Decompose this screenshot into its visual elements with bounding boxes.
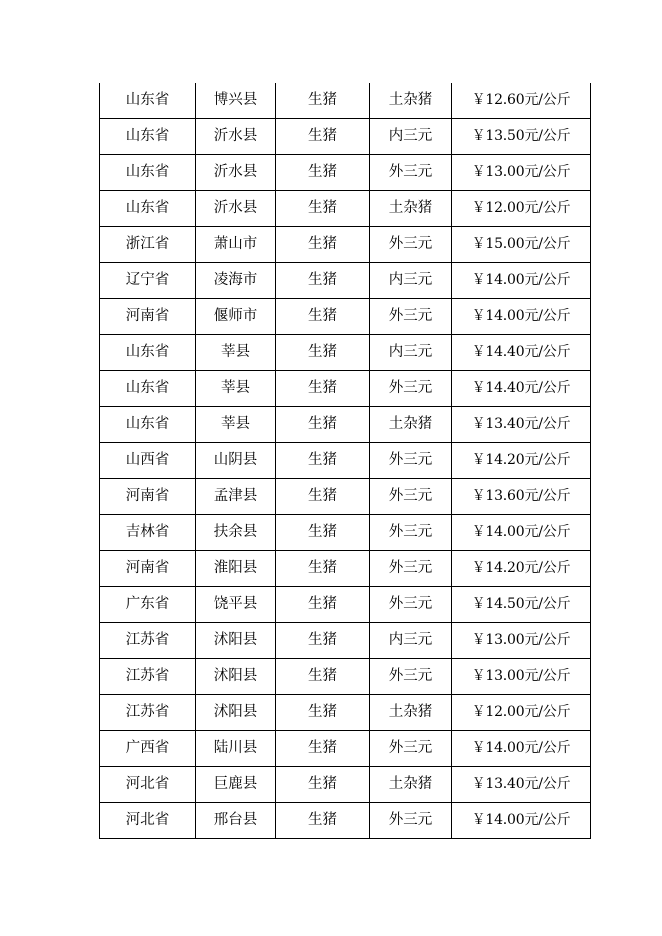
category-cell: 生猪 [276, 83, 370, 118]
table-row [100, 514, 591, 550]
table-row [100, 658, 591, 694]
province-cell: 山东省 [100, 83, 196, 118]
province-cell: 河南省 [100, 478, 196, 514]
province-cell: 河南省 [100, 550, 196, 586]
county-cell: 沂水县 [196, 190, 276, 226]
table-row [100, 118, 591, 154]
province-cell: 江苏省 [100, 658, 196, 694]
county-cell: 巨鹿县 [196, 766, 276, 802]
category-cell: 生猪 [276, 118, 370, 154]
county-cell: 萧山市 [196, 226, 276, 262]
category-cell: 生猪 [276, 802, 370, 838]
category-cell: 生猪 [276, 334, 370, 370]
table-row [100, 262, 591, 298]
province-cell: 江苏省 [100, 694, 196, 730]
type-cell: 外三元 [370, 658, 452, 694]
county-cell: 邢台县 [196, 802, 276, 838]
type-cell: 外三元 [370, 154, 452, 190]
type-cell: 内三元 [370, 622, 452, 658]
type-cell: 外三元 [370, 730, 452, 766]
province-cell: 河北省 [100, 766, 196, 802]
table-row [100, 334, 591, 370]
table-row [100, 802, 591, 838]
price-cell: ￥14.20元/公斤 [452, 442, 591, 478]
category-cell: 生猪 [276, 730, 370, 766]
price-cell: ￥14.00元/公斤 [452, 730, 591, 766]
county-cell: 沂水县 [196, 154, 276, 190]
table-row [100, 190, 591, 226]
price-cell: ￥12.00元/公斤 [452, 190, 591, 226]
price-cell: ￥13.00元/公斤 [452, 622, 591, 658]
province-cell: 山东省 [100, 190, 196, 226]
county-cell: 莘县 [196, 370, 276, 406]
type-cell: 外三元 [370, 478, 452, 514]
type-cell: 外三元 [370, 586, 452, 622]
type-cell: 外三元 [370, 550, 452, 586]
type-cell: 内三元 [370, 334, 452, 370]
county-cell: 偃师市 [196, 298, 276, 334]
county-cell: 山阴县 [196, 442, 276, 478]
price-table-body [100, 83, 591, 838]
price-cell: ￥14.50元/公斤 [452, 586, 591, 622]
type-cell: 外三元 [370, 298, 452, 334]
price-cell: ￥12.60元/公斤 [452, 83, 591, 118]
price-cell: ￥14.00元/公斤 [452, 514, 591, 550]
category-cell: 生猪 [276, 190, 370, 226]
category-cell: 生猪 [276, 766, 370, 802]
type-cell: 内三元 [370, 262, 452, 298]
province-cell: 浙江省 [100, 226, 196, 262]
type-cell: 土杂猪 [370, 83, 452, 118]
category-cell: 生猪 [276, 370, 370, 406]
county-cell: 扶余县 [196, 514, 276, 550]
type-cell: 外三元 [370, 442, 452, 478]
table-row [100, 730, 591, 766]
table-row [100, 622, 591, 658]
province-cell: 山西省 [100, 442, 196, 478]
table-row [100, 154, 591, 190]
table-row [100, 586, 591, 622]
price-cell: ￥14.00元/公斤 [452, 298, 591, 334]
province-cell: 辽宁省 [100, 262, 196, 298]
type-cell: 土杂猪 [370, 406, 452, 442]
province-cell: 山东省 [100, 334, 196, 370]
county-cell: 莘县 [196, 334, 276, 370]
price-cell: ￥13.40元/公斤 [452, 766, 591, 802]
table-row [100, 550, 591, 586]
province-cell: 江苏省 [100, 622, 196, 658]
category-cell: 生猪 [276, 550, 370, 586]
county-cell: 陆川县 [196, 730, 276, 766]
province-cell: 广西省 [100, 730, 196, 766]
category-cell: 生猪 [276, 622, 370, 658]
price-cell: ￥14.00元/公斤 [452, 802, 591, 838]
province-cell: 广东省 [100, 586, 196, 622]
type-cell: 外三元 [370, 802, 452, 838]
province-cell: 河北省 [100, 802, 196, 838]
table-row [100, 298, 591, 334]
category-cell: 生猪 [276, 514, 370, 550]
price-cell: ￥14.20元/公斤 [452, 550, 591, 586]
county-cell: 沭阳县 [196, 694, 276, 730]
table-row [100, 226, 591, 262]
price-cell: ￥13.40元/公斤 [452, 406, 591, 442]
category-cell: 生猪 [276, 442, 370, 478]
category-cell: 生猪 [276, 586, 370, 622]
county-cell: 莘县 [196, 406, 276, 442]
county-cell: 博兴县 [196, 83, 276, 118]
price-cell: ￥13.60元/公斤 [452, 478, 591, 514]
price-cell: ￥13.00元/公斤 [452, 154, 591, 190]
category-cell: 生猪 [276, 298, 370, 334]
table-row [100, 406, 591, 442]
category-cell: 生猪 [276, 694, 370, 730]
county-cell: 饶平县 [196, 586, 276, 622]
table-row [100, 766, 591, 802]
price-cell: ￥13.00元/公斤 [452, 658, 591, 694]
category-cell: 生猪 [276, 658, 370, 694]
county-cell: 孟津县 [196, 478, 276, 514]
table-row [100, 370, 591, 406]
price-cell: ￥14.00元/公斤 [452, 262, 591, 298]
province-cell: 河南省 [100, 298, 196, 334]
province-cell: 山东省 [100, 406, 196, 442]
table-row [100, 478, 591, 514]
table-row [100, 83, 591, 118]
price-cell: ￥14.40元/公斤 [452, 370, 591, 406]
type-cell: 外三元 [370, 370, 452, 406]
province-cell: 山东省 [100, 154, 196, 190]
county-cell: 沂水县 [196, 118, 276, 154]
province-cell: 吉林省 [100, 514, 196, 550]
category-cell: 生猪 [276, 226, 370, 262]
price-cell: ￥15.00元/公斤 [452, 226, 591, 262]
category-cell: 生猪 [276, 478, 370, 514]
county-cell: 沭阳县 [196, 622, 276, 658]
category-cell: 生猪 [276, 262, 370, 298]
type-cell: 土杂猪 [370, 190, 452, 226]
category-cell: 生猪 [276, 406, 370, 442]
price-cell: ￥14.40元/公斤 [452, 334, 591, 370]
type-cell: 内三元 [370, 118, 452, 154]
price-cell: ￥12.00元/公斤 [452, 694, 591, 730]
county-cell: 凌海市 [196, 262, 276, 298]
type-cell: 外三元 [370, 514, 452, 550]
province-cell: 山东省 [100, 118, 196, 154]
province-cell: 山东省 [100, 370, 196, 406]
type-cell: 外三元 [370, 226, 452, 262]
type-cell: 土杂猪 [370, 694, 452, 730]
table-row [100, 694, 591, 730]
price-table [99, 83, 591, 839]
category-cell: 生猪 [276, 154, 370, 190]
county-cell: 淮阳县 [196, 550, 276, 586]
price-cell: ￥13.50元/公斤 [452, 118, 591, 154]
county-cell: 沭阳县 [196, 658, 276, 694]
type-cell: 土杂猪 [370, 766, 452, 802]
table-row [100, 442, 591, 478]
